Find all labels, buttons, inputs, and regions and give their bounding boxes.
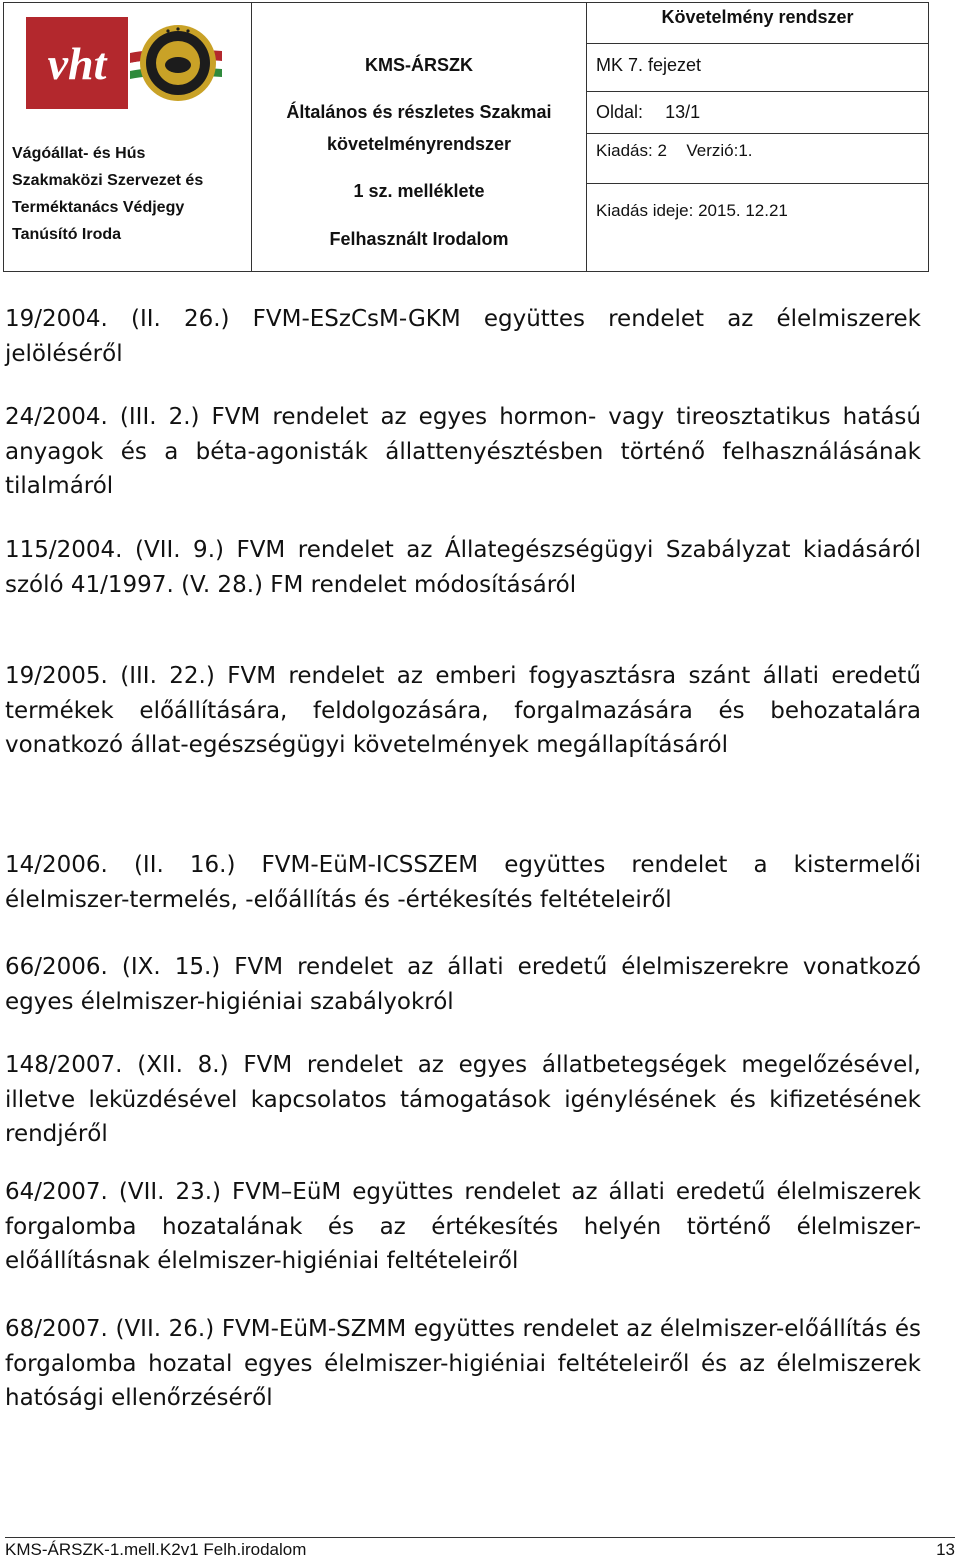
reference-item: 19/2005. (III. 22.) FVM rendelet az emberi fogyasztásra szánt állati eredetű termékek előállítására, feldolgozására, forgalmazására és behozatalára vonatkozó állat-egészségügyi követelmények megállapításáról: [5, 663, 921, 758]
reference-item: 64/2007. (VII. 23.) FVM–EüM együttes rendelet az állati eredetű élelmiszerek forgalomba hozatalának és az értékesítés helyén történő élelmiszer-előállításnak élelmiszer-higiéniai feltételeiről: [5, 1179, 921, 1274]
page-value: 13/1: [665, 102, 701, 122]
page-footer: [5, 1537, 955, 1560]
logo-text: vht: [47, 38, 107, 89]
edition-label: Kiadás:: [596, 141, 653, 160]
version-label: Verzió:1.: [686, 141, 753, 160]
logo: [24, 13, 224, 113]
org-line: Tanúsító Iroda: [12, 226, 122, 243]
reference-item: 19/2004. (II. 26.) FVM-ESzCsM-GKM együttes rendelet az élelmiszerek jelöléséről: [5, 306, 921, 367]
quality-seal-icon: [130, 17, 222, 109]
reference-item: 14/2006. (II. 16.) FVM-EüM-ICSSZEM együttes rendelet a kistermelői élelmiszer-termelés, -előállítás és -értékesítés feltételeiről: [5, 852, 921, 913]
page-label: Oldal:: [596, 102, 644, 122]
chapter-label: MK 7. fejezet: [596, 55, 702, 75]
system-title: Követelmény rendszer: [661, 7, 854, 27]
reference-item: 24/2004. (III. 2.) FVM rendelet az egyes hormon- vagy tireosztatikus hatású anyagok és a béta-agonisták állattenyésztésben történő felhasználásának tilalmáról: [5, 404, 921, 499]
header-meta-cell: [587, 3, 928, 271]
divider: [587, 91, 928, 92]
issue-date-value: 2015. 12.21: [698, 201, 788, 220]
org-line: Szakmaközi Szervezet és: [12, 172, 204, 189]
footer-doc-ref: KMS-ÁRSZK-1.mell.K2v1 Felh.irodalom: [5, 1540, 307, 1559]
organization-name: [12, 140, 242, 248]
edition-value: 2: [657, 141, 667, 160]
annex-label: 1 sz. melléklete: [353, 181, 485, 201]
reference-item: 148/2007. (XII. 8.) FVM rendelet az egyes állatbetegségek megelőzésével, illetve leküzdésével kapcsolatos támogatások igénylésének és kifizetésének rendjéről: [5, 1052, 921, 1147]
reference-item: 115/2004. (VII. 9.) FVM rendelet az Állategészségügyi Szabályzat kiadásáról szóló 41/1997. (V. 28.) FM rendelet módosításáról: [5, 537, 921, 598]
org-line: Terméktanács Védjegy: [12, 199, 185, 216]
org-line: Vágóállat- és Hús: [12, 145, 146, 162]
issue-date-info: [587, 201, 928, 221]
header-title-cell: [252, 3, 587, 271]
footer-page-number: 13: [936, 1540, 955, 1559]
issue-date-label: Kiadás ideje:: [596, 201, 694, 220]
doc-code: KMS-ÁRSZK: [365, 55, 473, 75]
divider: [587, 133, 928, 134]
doc-title-line-1: Általános és részletes Szakmai: [286, 102, 552, 122]
divider: [587, 183, 928, 184]
header-org-cell: [4, 3, 252, 271]
doc-title-line-2: követelményrendszer: [326, 134, 512, 154]
edition-info: [587, 141, 928, 161]
annex-title: Felhasznált Irodalom: [329, 229, 509, 249]
document-header: [3, 2, 929, 272]
page-info: [587, 102, 928, 123]
divider: [587, 43, 928, 44]
reference-item: 68/2007. (VII. 26.) FVM-EüM-SZMM együttes rendelet az élelmiszer-előállítás és forgalomba hozatal egyes élelmiszer-higiéniai feltételeiről és az élelmiszerek hatósági ellenőrzéséről: [5, 1316, 921, 1411]
reference-item: 66/2006. (IX. 15.) FVM rendelet az állati eredetű élelmiszerekre vonatkozó egyes élelmiszer-higiéniai szabályokról: [5, 954, 921, 1015]
